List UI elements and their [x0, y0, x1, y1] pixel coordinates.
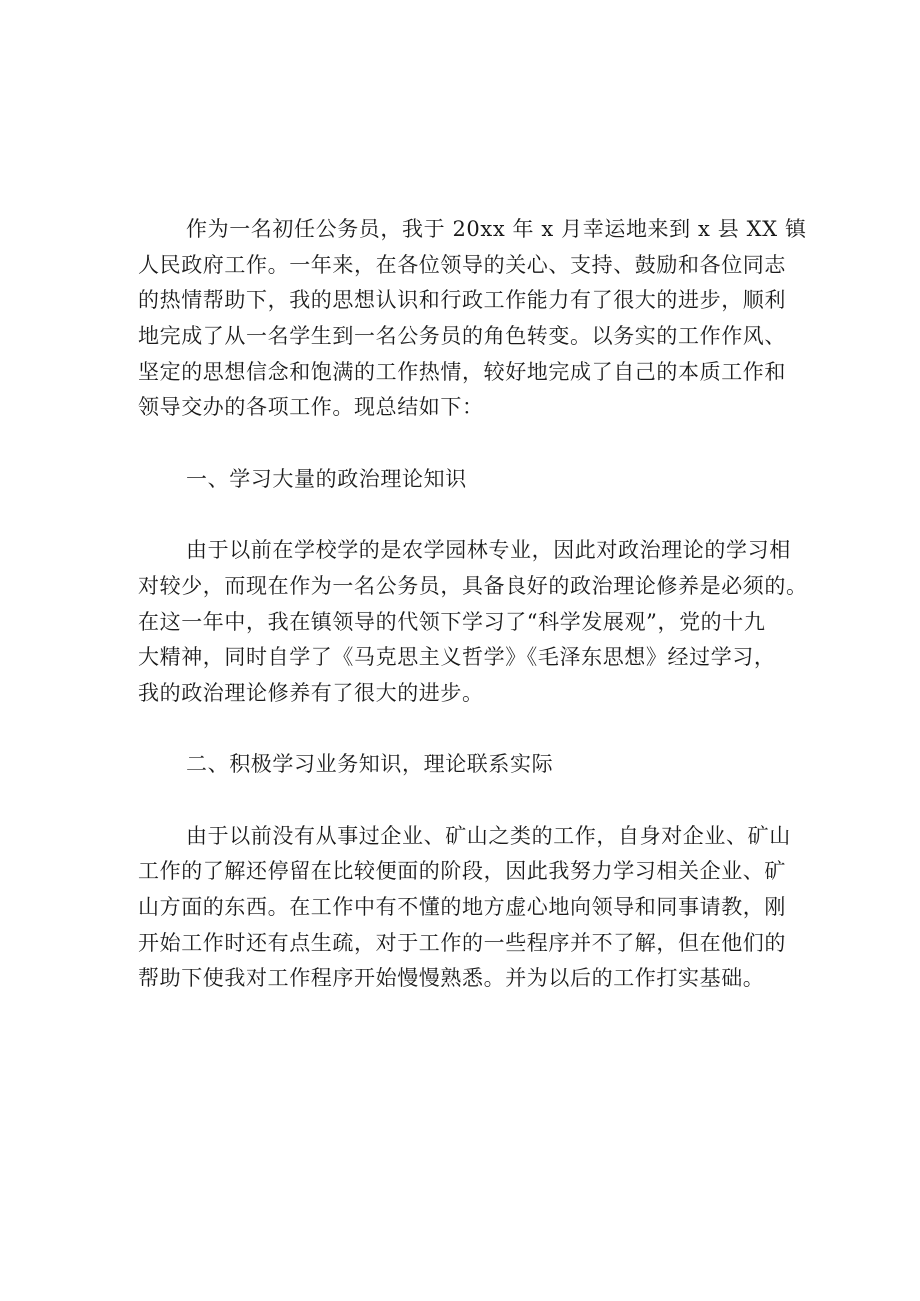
document-body	[138, 212, 808, 997]
text-line: 地完成了从一名学生到一名公务员的角色转变。以务实的工作作风、	[138, 324, 786, 349]
text-line: 山方面的东西。在工作中有不懂的地方虚心地向领导和同事请教，刚	[138, 895, 786, 920]
text-line: 人民政府工作。一年来，在各位领导的关心、支持、鼓励和各位同志	[138, 252, 786, 277]
text-line: 作为一名初任公务员，我于 20xx 年 x 月幸运地来到 x 县 XX 镇	[186, 217, 807, 241]
intro-paragraph	[138, 212, 807, 426]
text-line: 坚定的思想信念和饱满的工作热情，较好地完成了自己的本质工作和	[138, 359, 786, 384]
heading-text: 一、学习大量的政治理论知识	[186, 466, 467, 491]
section-2-paragraph	[138, 819, 791, 997]
text-line: 我的政治理论修养有了很大的进步。	[138, 680, 484, 705]
section-heading-2	[138, 747, 788, 783]
text-line: 在这一年中，我在镇领导的代领下学习了“科学发展观”，党的十九	[138, 609, 766, 634]
text-line: 领导交办的各项工作。现总结如下：	[138, 395, 484, 420]
text-line: 开始工作时还有点生疏，对于工作的一些程序并不了解，但在他们的	[138, 930, 786, 955]
text-line: 帮助下使我对工作程序开始慢慢熟悉。并为以后的工作打实基础。	[138, 966, 765, 991]
heading-text: 二、积极学习业务知识，理论联系实际	[186, 752, 554, 777]
section-heading-1	[138, 462, 788, 498]
section-1-paragraph	[138, 533, 808, 711]
text-line: 大精神，同时自学了《马克思主义哲学》《毛泽东思想》经过学习，	[138, 645, 776, 670]
text-line: 的热情帮助下，我的思想认识和行政工作能力有了很大的进步，顺利	[138, 288, 786, 313]
text-line: 由于以前在学校学的是农学园林专业，因此对政治理论的学习相	[186, 538, 791, 563]
text-line: 工作的了解还停留在比较便面的阶段，因此我努力学习相关企业、矿	[138, 859, 786, 884]
text-line: 由于以前没有从事过企业、矿山之类的工作，自身对企业、矿山	[186, 823, 791, 848]
text-line: 对较少，而现在作为一名公务员，具备良好的政治理论修养是必须的。	[138, 573, 808, 598]
